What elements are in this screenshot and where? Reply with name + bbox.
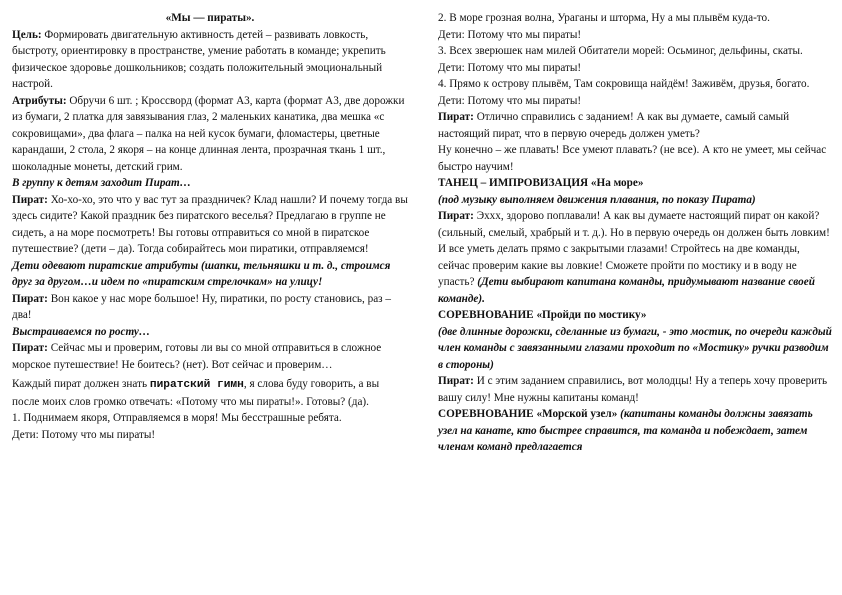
pirate-label: Пират: — [12, 292, 48, 305]
anthem-intro: Каждый пират должен знать — [12, 378, 150, 390]
pirate-text-4: Отлично справились с заданием! А как вы думаете, самый самый настоящий пират, что в первую очередь должен уметь? — [438, 111, 790, 140]
attributes-paragraph — [12, 93, 408, 176]
left-column — [12, 10, 408, 443]
pirate-text-6: И с этим заданием справились, вот молодцы! Ну а теперь хочу проверить вашу силу! Мне нужны капитаны команд! — [438, 375, 828, 404]
dance-direction: (под музыку выполняем движения плавания, по показу Пирата) — [438, 193, 756, 206]
contest-bridge-direction: (две длинные дорожки, сделанные из бумаги, - это мостик, по очереди каждый член команды с завязанными глазами проходит по «Мостику» ручки разводим в стороны) — [438, 325, 832, 371]
contest-knot-direction: (капитаны команды должны завязать узел на канате, кто быстрее справится, та команда и побеждает, затем членам команд предлагается — [438, 408, 813, 453]
anthem-paragraph — [12, 376, 408, 410]
pirate-line-2 — [12, 291, 408, 324]
anthem-instructions: , я слова буду говорить, а вы после моих слов громко отвечать: «Потому что мы пираты!». Готовы? (да). — [12, 378, 380, 408]
goal-paragraph — [12, 27, 408, 93]
kids-response-1: Дети: Потому что мы пираты! — [12, 428, 156, 441]
attributes-label: Атрибуты: — [12, 94, 67, 107]
pirate-line-4 — [438, 109, 832, 142]
pirate-line-1 — [12, 192, 408, 258]
verse-1: 1. Поднимаем якоря, Отправляемся в моря! Мы бесстрашные ребята. — [12, 412, 342, 424]
contest-knot-paragraph — [438, 406, 832, 456]
kids-response-3: Дети: Потому что мы пираты! — [438, 61, 582, 74]
right-column — [438, 10, 832, 456]
pirate-line-6 — [438, 373, 832, 406]
swim-paragraph: Ну конечно – же плавать! Все умеют плавать? (не все). А кто не умеет, мы сейчас быстро научим! — [438, 144, 827, 173]
pirate-text-5: Эххх, здорово поплавали! А как вы думаете настоящий пират он какой? (сильный, смелый, храбрый и т. д.). Но в первую очередь он должен быть ловким! И все уметь делать прямо с закрытыми глазами! Стройтесь на две команды, сейчас проверим какие вы ловкие! Сможете пройти по мостику и в воду не упасть? — [438, 210, 830, 288]
pirate-label: Пират: — [438, 210, 474, 222]
pirate-label: Пират: — [12, 193, 48, 206]
contest-knot-heading: СОРЕВНОВАНИЕ «Морской узел» — [438, 408, 618, 420]
kids-response-2: Дети: Потому что мы пираты! — [438, 28, 582, 41]
pirate-text-1: Хо-хо-хо, это что у вас тут за праздничек? Клад нашли? И почему тогда вы здесь сидите? Какой праздник без пиратского веселья? Предлагаю в группе не сидеть, а на море посмотреть! Вы готовы отправиться со мной в пиратское путешествие? (дети – да). Тогда собирайтесь мои пиратики, отправляемся! — [12, 193, 408, 255]
verse-4: 4. Прямо к острову плывём, Там сокровища найдём! Заживём, друзья, богато. — [438, 78, 810, 90]
pirate-text-5-note: (Дети выбирают капитана команды, придумывают название своей команде). — [438, 276, 815, 305]
pirate-line-5 — [438, 208, 832, 307]
pirate-line-3 — [12, 340, 408, 373]
dance-heading: ТАНЕЦ – ИМПРОВИЗАЦИЯ «На море» — [438, 177, 644, 189]
stage-direction-line-up: Выстраиваемся по росту… — [12, 325, 151, 338]
stage-direction-enter: В группу к детям заходит Пират… — [12, 177, 191, 189]
pirate-label: Пират: — [438, 375, 474, 387]
verse-2: 2. В море грозная волна, Ураганы и шторма, Ну а мы плывём куда-то. — [438, 12, 770, 24]
verse-3: 3. Всех зверюшек нам милей Обитатели морей: Осьминог, дельфины, скаты. — [438, 45, 803, 57]
anthem-highlight: пиратский гимн — [149, 379, 244, 391]
goal-label: Цель: — [12, 28, 42, 41]
pirate-label: Пират: — [12, 342, 48, 354]
pirate-text-2: Вон какое у нас море большое! Ну, пиратики, по росту становись, раз – два! — [12, 292, 391, 321]
goal-text: Формировать двигательную активность детей – развивать ловкость, быстроту, ориентировку в пространстве, умение работать в команде; укрепить физическое здоровье дошкольников; создать положительный эмоциональный настрой. — [12, 28, 386, 90]
pirate-text-3: Сейчас мы и проверим, готовы ли вы со мной отправиться в сложное морское путешествие! Не боитесь? (нет). Вот сейчас и проверим… — [12, 342, 382, 371]
pirate-label: Пират: — [438, 111, 474, 123]
document-title: «Мы — пираты». — [165, 12, 255, 24]
contest-bridge-heading: СОРЕВНОВАНИЕ «Пройди по мостику» — [438, 309, 647, 321]
kids-response-4: Дети: Потому что мы пираты! — [438, 94, 582, 107]
stage-direction-dress: Дети одевают пиратские атрибуты (шапки, тельняшки и т. д., строимся друг за другом…и идем по «пиратским стрелочкам» на улицу! — [12, 259, 391, 288]
attributes-text: Обручи 6 шт. ; Кроссворд (формат А3, карта (формат А3, две дорожки из бумаги, 2 платка для завязывания глаз, 2 маленьких канатика, два мешка «с сокровищами», два флага – палка на ней кусок бумаги, фломастеры, цветные карандаши, 2 стола, 2 якоря – на конце длинная лента, прозрачная ткань 1 шт., шоколадные монеты, детский грим. — [12, 94, 405, 173]
